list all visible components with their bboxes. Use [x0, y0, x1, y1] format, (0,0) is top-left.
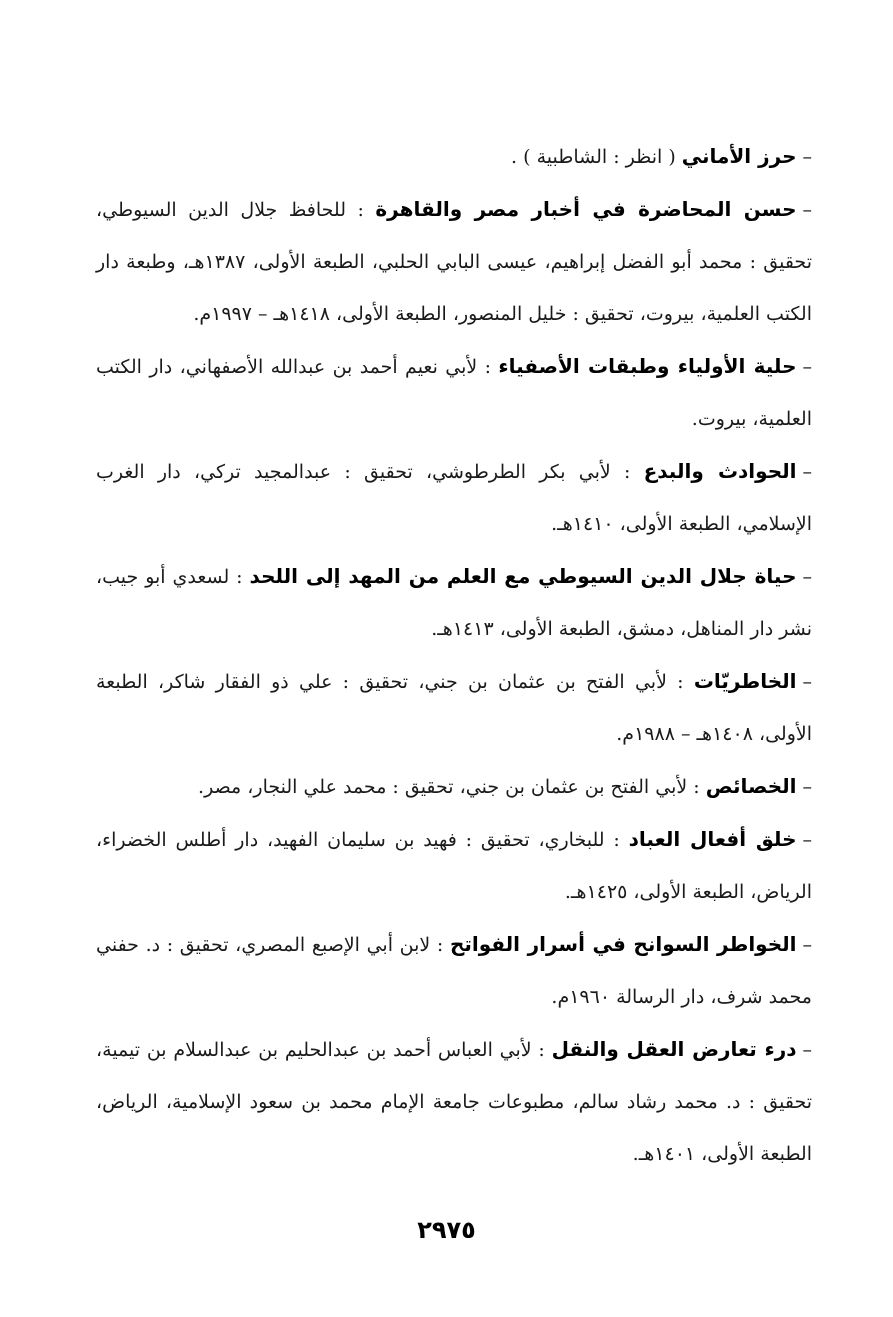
entry-title: حياة جلال الدين السيوطي مع العلم من المهد إلى اللحد [249, 564, 797, 588]
entry-dash: – [802, 199, 813, 221]
entry-dash: – [802, 146, 812, 168]
entry-text: : للبخاري، تحقيق : فهيد بن سليمان الفهيد، دار أطلس الخضراء، الرياض، الطبعة الأولى، ١٤٢٥هـ. [96, 829, 812, 903]
entry-text: : لسعدي أبو جيب، نشر دار المناهل، دمشق، الطبعة الأولى، ١٤١٣هـ. [96, 566, 812, 640]
entry-text: : للحافظ جلال الدين السيوطي، تحقيق : محمد أبو الفضل إبراهيم، عيسى البابي الحلبي، الطبعة الأولى، ١٣٨٧هـ، وطبعة دار الكتب العلمية، بيروت، تحقيق : خليل المنصور، الطبعة الأولى، ١٤١٨هـ – ١٩٩٧م. [96, 199, 812, 325]
entry-text: : لأبي نعيم أحمد بن عبدالله الأصفهاني، دار الكتب العلمية، بيروت. [96, 356, 812, 430]
bibliography-entry [96, 130, 812, 183]
bibliography-list [96, 130, 812, 1180]
entry-title: درء تعارض العقل والنقل [551, 1037, 797, 1061]
bibliography-entry [96, 1023, 812, 1180]
bibliography-entry [96, 813, 812, 918]
bibliography-entry [96, 760, 812, 813]
entry-title: الحوادث والبدع [643, 459, 797, 483]
entry-text: : لأبي الفتح بن عثمان بن جني، تحقيق : علي ذو الفقار شاكر، الطبعة الأولى، ١٤٠٨هـ – ١٩٨٨م. [96, 671, 812, 745]
entry-dash: – [802, 934, 812, 956]
entry-text: : لابن أبي الإصبع المصري، تحقيق : د. حفني محمد شرف، دار الرسالة ١٩٦٠م. [96, 934, 812, 1008]
entry-text: : لأبي العباس أحمد بن عبدالحليم بن عبدالسلام بن تيمية، تحقيق : د. محمد رشاد سالم، مطبوعات جامعة الإمام محمد بن سعود الإسلامية، الرياض، الطبعة الأولى، ١٤٠١هـ. [96, 1039, 812, 1165]
entry-text: : لأبي بكر الطرطوشي، تحقيق : عبدالمجيد تركي، دار الغرب الإسلامي، الطبعة الأولى، ١٤١٠هـ. [96, 461, 812, 535]
entry-title: خلق أفعال العباد [628, 827, 797, 851]
bibliography-entry [96, 183, 812, 340]
entry-text: ( انظر : الشاطبية ) . [511, 146, 682, 168]
entry-dash: – [802, 461, 812, 483]
entry-title: حرز الأماني [681, 144, 797, 168]
bibliography-entry [96, 340, 812, 445]
entry-title: حسن المحاضرة في أخبار مصر والقاهرة [375, 197, 797, 221]
page-number: ٢٩٧٥ [417, 1216, 476, 1244]
entry-dash: – [802, 671, 812, 693]
bibliography-entry [96, 918, 812, 1023]
entry-title: الخواطر السوانح في أسرار الفواتح [449, 932, 797, 956]
entry-dash: – [802, 776, 812, 798]
entry-dash: – [802, 1039, 812, 1061]
bibliography-entry [96, 550, 812, 655]
entry-title: الخاطريّات [693, 669, 797, 693]
entry-title: الخصائص [705, 774, 797, 798]
bibliography-entry [96, 655, 812, 760]
bibliography-entry [96, 445, 812, 550]
entry-dash: – [802, 566, 812, 588]
entry-dash: – [802, 356, 812, 378]
entry-text: : لأبي الفتح بن عثمان بن جني، تحقيق : محمد علي النجار، مصر. [198, 776, 706, 798]
entry-dash: – [802, 829, 812, 851]
entry-title: حلية الأولياء وطبقات الأصفياء [498, 354, 797, 378]
